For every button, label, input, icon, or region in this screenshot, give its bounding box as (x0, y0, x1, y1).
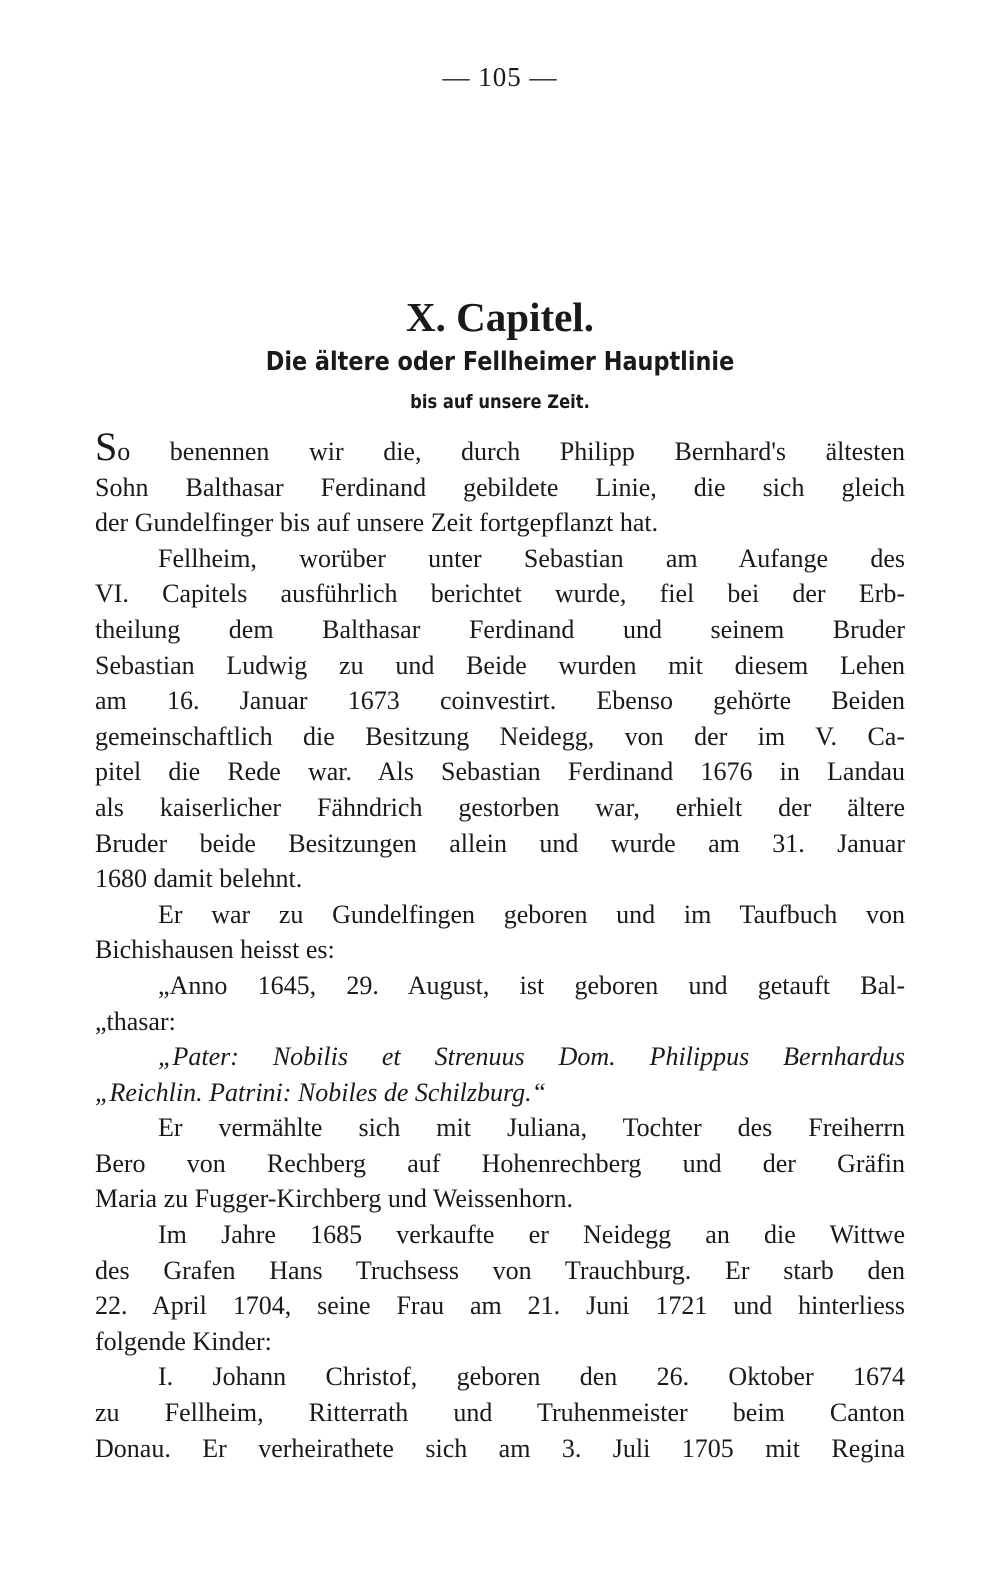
text-line: 1680 damit belehnt. (95, 864, 303, 894)
chapter-subtitle: Die ältere oder Fellheimer Hauptlinie (265, 347, 735, 377)
text-line: Sohn Balthasar Ferdinand gebildete Linie, die sich gleich (95, 472, 905, 502)
text-line: gemeinschaftlich die Besitzung Neidegg, von der im V. Ca- (95, 721, 905, 751)
text-line (95, 424, 905, 470)
chapter-subsubtitle: bis auf unsere Zeit. (410, 391, 590, 413)
text-line: Er war zu Gundelfingen geboren und im Taufbuch von (158, 899, 905, 929)
text-line: 22. April 1704, seine Frau am 21. Juni 1721 und hinterliess (95, 1291, 905, 1321)
text-line: I. Johann Christof, geboren den 26. Oktober 1674 (158, 1362, 905, 1392)
text-line: als kaiserlicher Fähndrich gestorben war, erhielt der ältere (95, 792, 905, 822)
body-text (95, 424, 905, 1466)
text-line: des Grafen Hans Truchsess von Trauchburg. Er starb den (95, 1255, 905, 1285)
text-line: „Reichlin. Patrini: Nobiles de Schilzburg.“ (95, 1077, 547, 1107)
text-line: am 16. Januar 1673 coinvestirt. Ebenso gehörte Beiden (95, 686, 905, 716)
text-line: „Pater: Nobilis et Strenuus Dom. Philippus Bernhardus (158, 1042, 905, 1072)
chapter-title: X. Capitel. (406, 294, 594, 340)
text-line-content: o benennen wir die, durch Philipp Bernhard's ältesten (117, 437, 905, 466)
text-line: zu Fellheim, Ritterrath und Truhenmeister beim Canton (95, 1398, 905, 1428)
page-number: — 105 — (442, 62, 558, 92)
text-line: theilung dem Balthasar Ferdinand und seinem Bruder (95, 614, 905, 644)
text-line: VI. Capitels ausführlich berichtet wurde, fiel bei der Erb- (95, 579, 905, 609)
text-line: folgende Kinder: (95, 1326, 272, 1356)
text-line: Im Jahre 1685 verkaufte er Neidegg an die Wittwe (158, 1220, 905, 1250)
text-line: Donau. Er verheirathete sich am 3. Juli 1705 mit Regina (95, 1433, 905, 1463)
text-line: Fellheim, worüber unter Sebastian am Aufange des (158, 543, 905, 573)
text-line: Sebastian Ludwig zu und Beide wurden mit diesem Lehen (95, 650, 905, 680)
drop-cap: S (95, 424, 118, 469)
text-line: Bero von Rechberg auf Hohenrechberg und der Gräfin (95, 1148, 905, 1178)
text-line: „thasar: (95, 1006, 176, 1036)
text-line: „Anno 1645, 29. August, ist geboren und getauft Bal- (158, 970, 905, 1000)
text-line: Bichishausen heisst es: (95, 935, 335, 965)
text-line: Er vermählte sich mit Juliana, Tochter des Freiherrn (158, 1113, 905, 1143)
text-line: der Gundelfinger bis auf unsere Zeit fortgepflanzt hat. (95, 508, 659, 538)
text-line: pitel die Rede war. Als Sebastian Ferdinand 1676 in Landau (95, 757, 905, 787)
text-line: Bruder beide Besitzungen allein und wurde am 31. Januar (95, 828, 905, 858)
text-line: Maria zu Fugger-Kirchberg und Weissenhorn. (95, 1184, 574, 1214)
